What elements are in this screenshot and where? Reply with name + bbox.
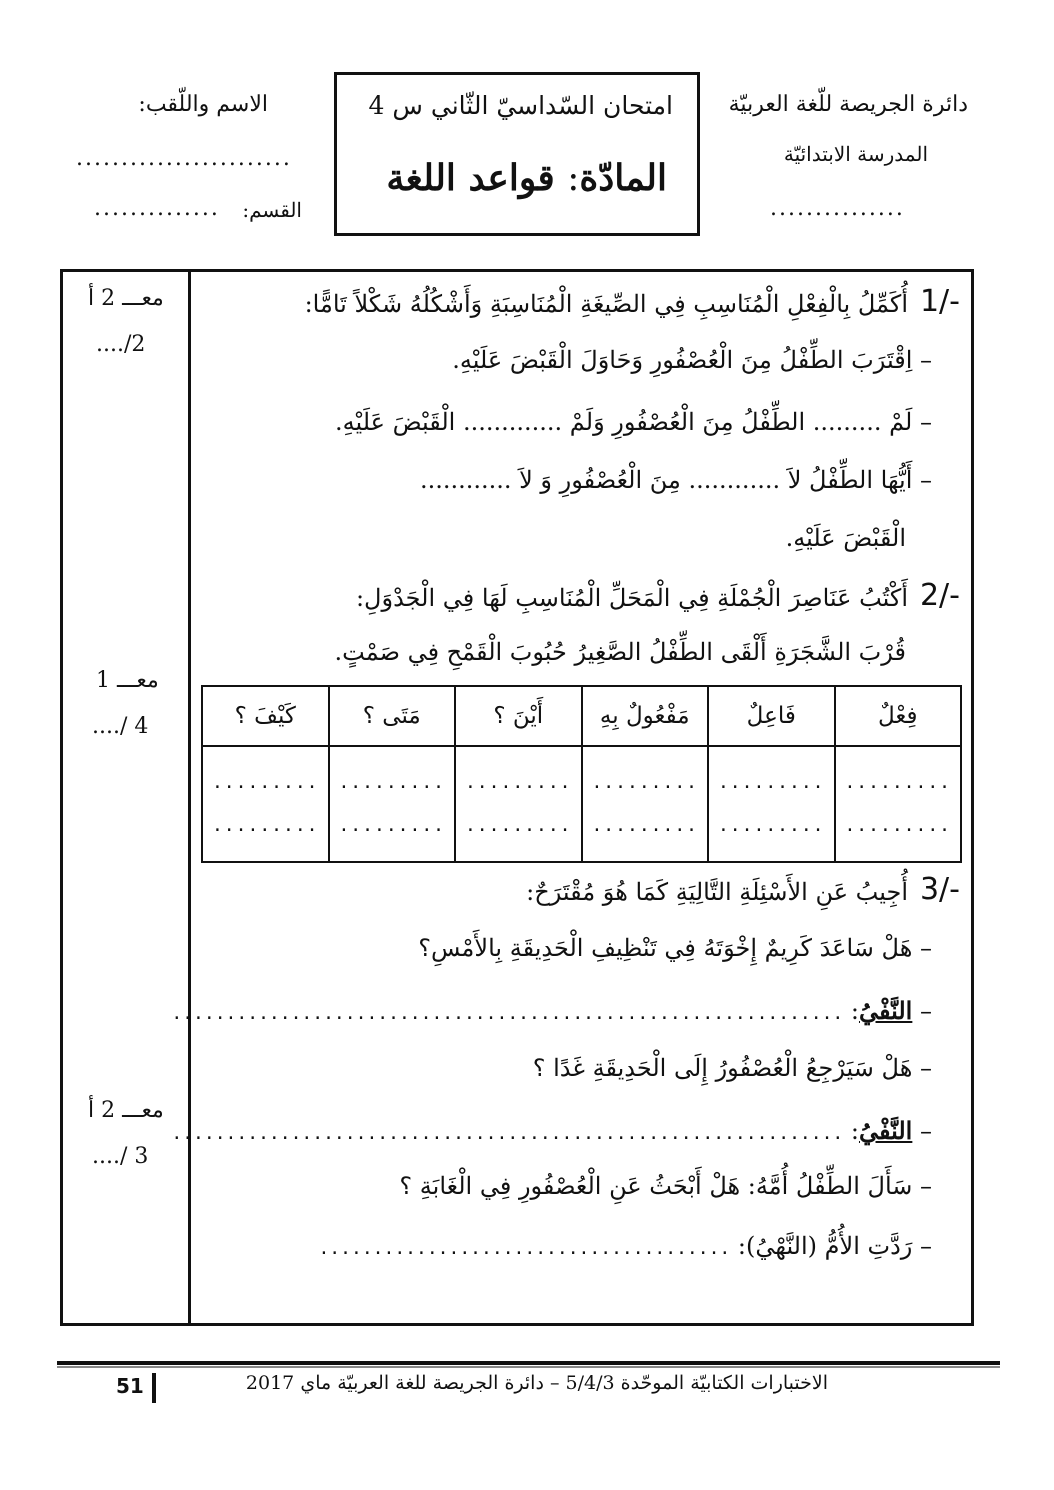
class-label: القسم:: [242, 198, 302, 222]
q1-fill-line-2[interactable]: – أَيُّهَا الطِّفْلُ لاَ ............ مِنَ الْعُصْفُورِ وَ لاَ ............: [419, 466, 932, 494]
answer-cell-subject[interactable]: [708, 746, 835, 862]
negation-label: النَّفْيُ: [858, 1116, 913, 1145]
header-object: مَفْعُولٌ بِهِ: [582, 686, 709, 746]
cell-dots: .........: [338, 771, 446, 793]
cell-dots: .........: [844, 815, 952, 836]
q3-answer-1[interactable]: [171, 996, 932, 1025]
cell-dots: .........: [717, 771, 825, 793]
class-blank[interactable]: ..............: [94, 196, 220, 221]
footer-rule: [57, 1361, 1000, 1365]
table-header-row: [202, 686, 961, 746]
question-3-number: 3/-: [919, 872, 960, 907]
school-district: دائرة الجريصة للّغة العربيّة: [728, 92, 968, 117]
q1-example-sentence: – اِقْتَرَبَ الطِّفْلُ مِنَ الْعُصْفُورِ وَحَاوَلَ الْقَبْضَ عَلَيْهِ.: [452, 346, 932, 374]
criterion-2-score[interactable]: ..../ 4: [92, 714, 149, 739]
criterion-3-score[interactable]: ..../ 3: [92, 1144, 149, 1169]
header-how: كَيْفَ ؟: [202, 686, 329, 746]
criterion-2-label: معـــ 1: [96, 668, 159, 693]
colon: :: [843, 1117, 859, 1145]
q1-fill-line-2-cont: الْقَبْضَ عَلَيْهِ.: [785, 524, 906, 552]
subject-colon: :: [567, 158, 580, 199]
answer-cell-verb[interactable]: [835, 746, 962, 862]
cell-dots: .........: [464, 771, 572, 793]
answer-cell-object[interactable]: [582, 746, 709, 862]
header-subject: فَاعِلٌ: [708, 686, 835, 746]
subject-value: قواعد اللغة: [386, 157, 555, 199]
question-2-instruction: أَكْتُبُ عَنَاصِرَ الْجُمْلَةِ فِي الْمَحَلِّ الْمُنَاسِبِ لَهَا فِي الْجَدْوَلِ:: [355, 584, 908, 612]
school-type: المدرسة الابتدائيّة: [783, 142, 928, 166]
cell-dots: .........: [591, 771, 699, 793]
header-where: أَيْنَ ؟: [455, 686, 582, 746]
sentence-elements-table: [201, 685, 962, 863]
cell-dots: .........: [591, 815, 699, 836]
q3-answer-3[interactable]: [318, 1232, 932, 1260]
cell-dots: .........: [844, 771, 952, 793]
criterion-3-label: معـــ 2 أ: [88, 1098, 164, 1123]
question-3-instruction: أُجِيبُ عَنِ الأَسْئِلَةِ التَّالِيَةِ كَمَا هُوَ مُقْتَرَحٌ:: [526, 878, 908, 906]
exam-subject: [386, 157, 667, 199]
question-1-number: 1/-: [919, 284, 960, 319]
school-name-blank[interactable]: ...............: [770, 196, 905, 221]
page-number-bar: [152, 1373, 156, 1403]
question-1-instruction: أُكَمِّلُ بِالْفِعْلِ الْمُنَاسِبِ فِي الصِّيغَةِ الْمُنَاسِبَةِ وَأَشْكُلُهُ شَكْلاً تَامًّا:: [304, 290, 908, 318]
subject-label: المادّة: [579, 157, 667, 199]
footer-rule-shadow: [57, 1366, 1000, 1368]
dash: –: [912, 1117, 932, 1145]
exam-title-box: [334, 72, 700, 236]
name-label: الاسم واللّقب:: [138, 92, 268, 117]
answer-dots: ..............................................................: [171, 1003, 844, 1024]
answer-cell-where[interactable]: [455, 746, 582, 862]
answer-cell-how[interactable]: [202, 746, 329, 862]
cell-dots: .........: [211, 771, 319, 793]
q3-question-1: – هَلْ سَاعَدَ كَرِيمٌ إِخْوَتَهُ فِي تَنْظِيفِ الْحَدِيقَةِ بِالأَمْسِ؟: [418, 934, 932, 962]
cell-dots: .........: [338, 815, 446, 836]
name-blank[interactable]: ........................: [76, 146, 292, 171]
negation-label: النَّفْيُ: [858, 996, 913, 1025]
colon: :: [843, 997, 859, 1025]
q3-answer-2[interactable]: [171, 1116, 932, 1145]
q2-sentence: قُرْبَ الشَّجَرَةِ أَلْقَى الطِّفْلُ الصَّغِيرُ حُبُوبَ الْقَمْحِ فِي صَمْتٍ.: [334, 638, 906, 666]
answer-dots: ......................................: [318, 1238, 731, 1259]
cell-dots: .........: [211, 815, 319, 836]
page-number: 51: [116, 1374, 144, 1398]
q3-question-2: – هَلْ سَيَرْجِعُ الْعُصْفُورُ إِلَى الْحَدِيقَةِ غَدًا ؟: [532, 1054, 932, 1082]
answer-dots: ..............................................................: [171, 1123, 844, 1144]
header-when: مَتَى ؟: [329, 686, 456, 746]
criterion-1-label: معـــ 2 أ: [88, 286, 164, 311]
dash: –: [912, 997, 932, 1025]
header-verb: فِعْلٌ: [835, 686, 962, 746]
answer-cell-when[interactable]: [329, 746, 456, 862]
marks-divider: [188, 269, 191, 1326]
q1-fill-line-1[interactable]: – لَمْ ......... الطِّفْلُ مِنَ الْعُصْفُورِ وَلَمْ ............. الْقَبْضَ عَلَيْهِ.: [334, 408, 932, 436]
prohibition-label: – رَدَّتِ الأُمُّ (النَّهْيُ):: [737, 1232, 932, 1260]
cell-dots: .........: [717, 815, 825, 836]
table-answer-row: [202, 746, 961, 862]
q3-question-3: – سَأَلَ الطِّفْلُ أُمَّهُ: هَلْ أَبْحَثُ عَنِ الْعُصْفُورِ فِي الْغَابَةِ ؟: [399, 1172, 932, 1200]
criterion-1-score[interactable]: ..../2: [96, 332, 146, 357]
question-2-number: 2/-: [919, 578, 960, 613]
exam-title: امتحان السّداسيّ الثّاني س 4: [368, 91, 673, 120]
cell-dots: .........: [464, 815, 572, 836]
footer-caption: الاختبارات الكتابيّة الموحّدة 5/4/3 – دائرة الجريصة للغة العربيّة ماي 2017: [245, 1372, 828, 1394]
